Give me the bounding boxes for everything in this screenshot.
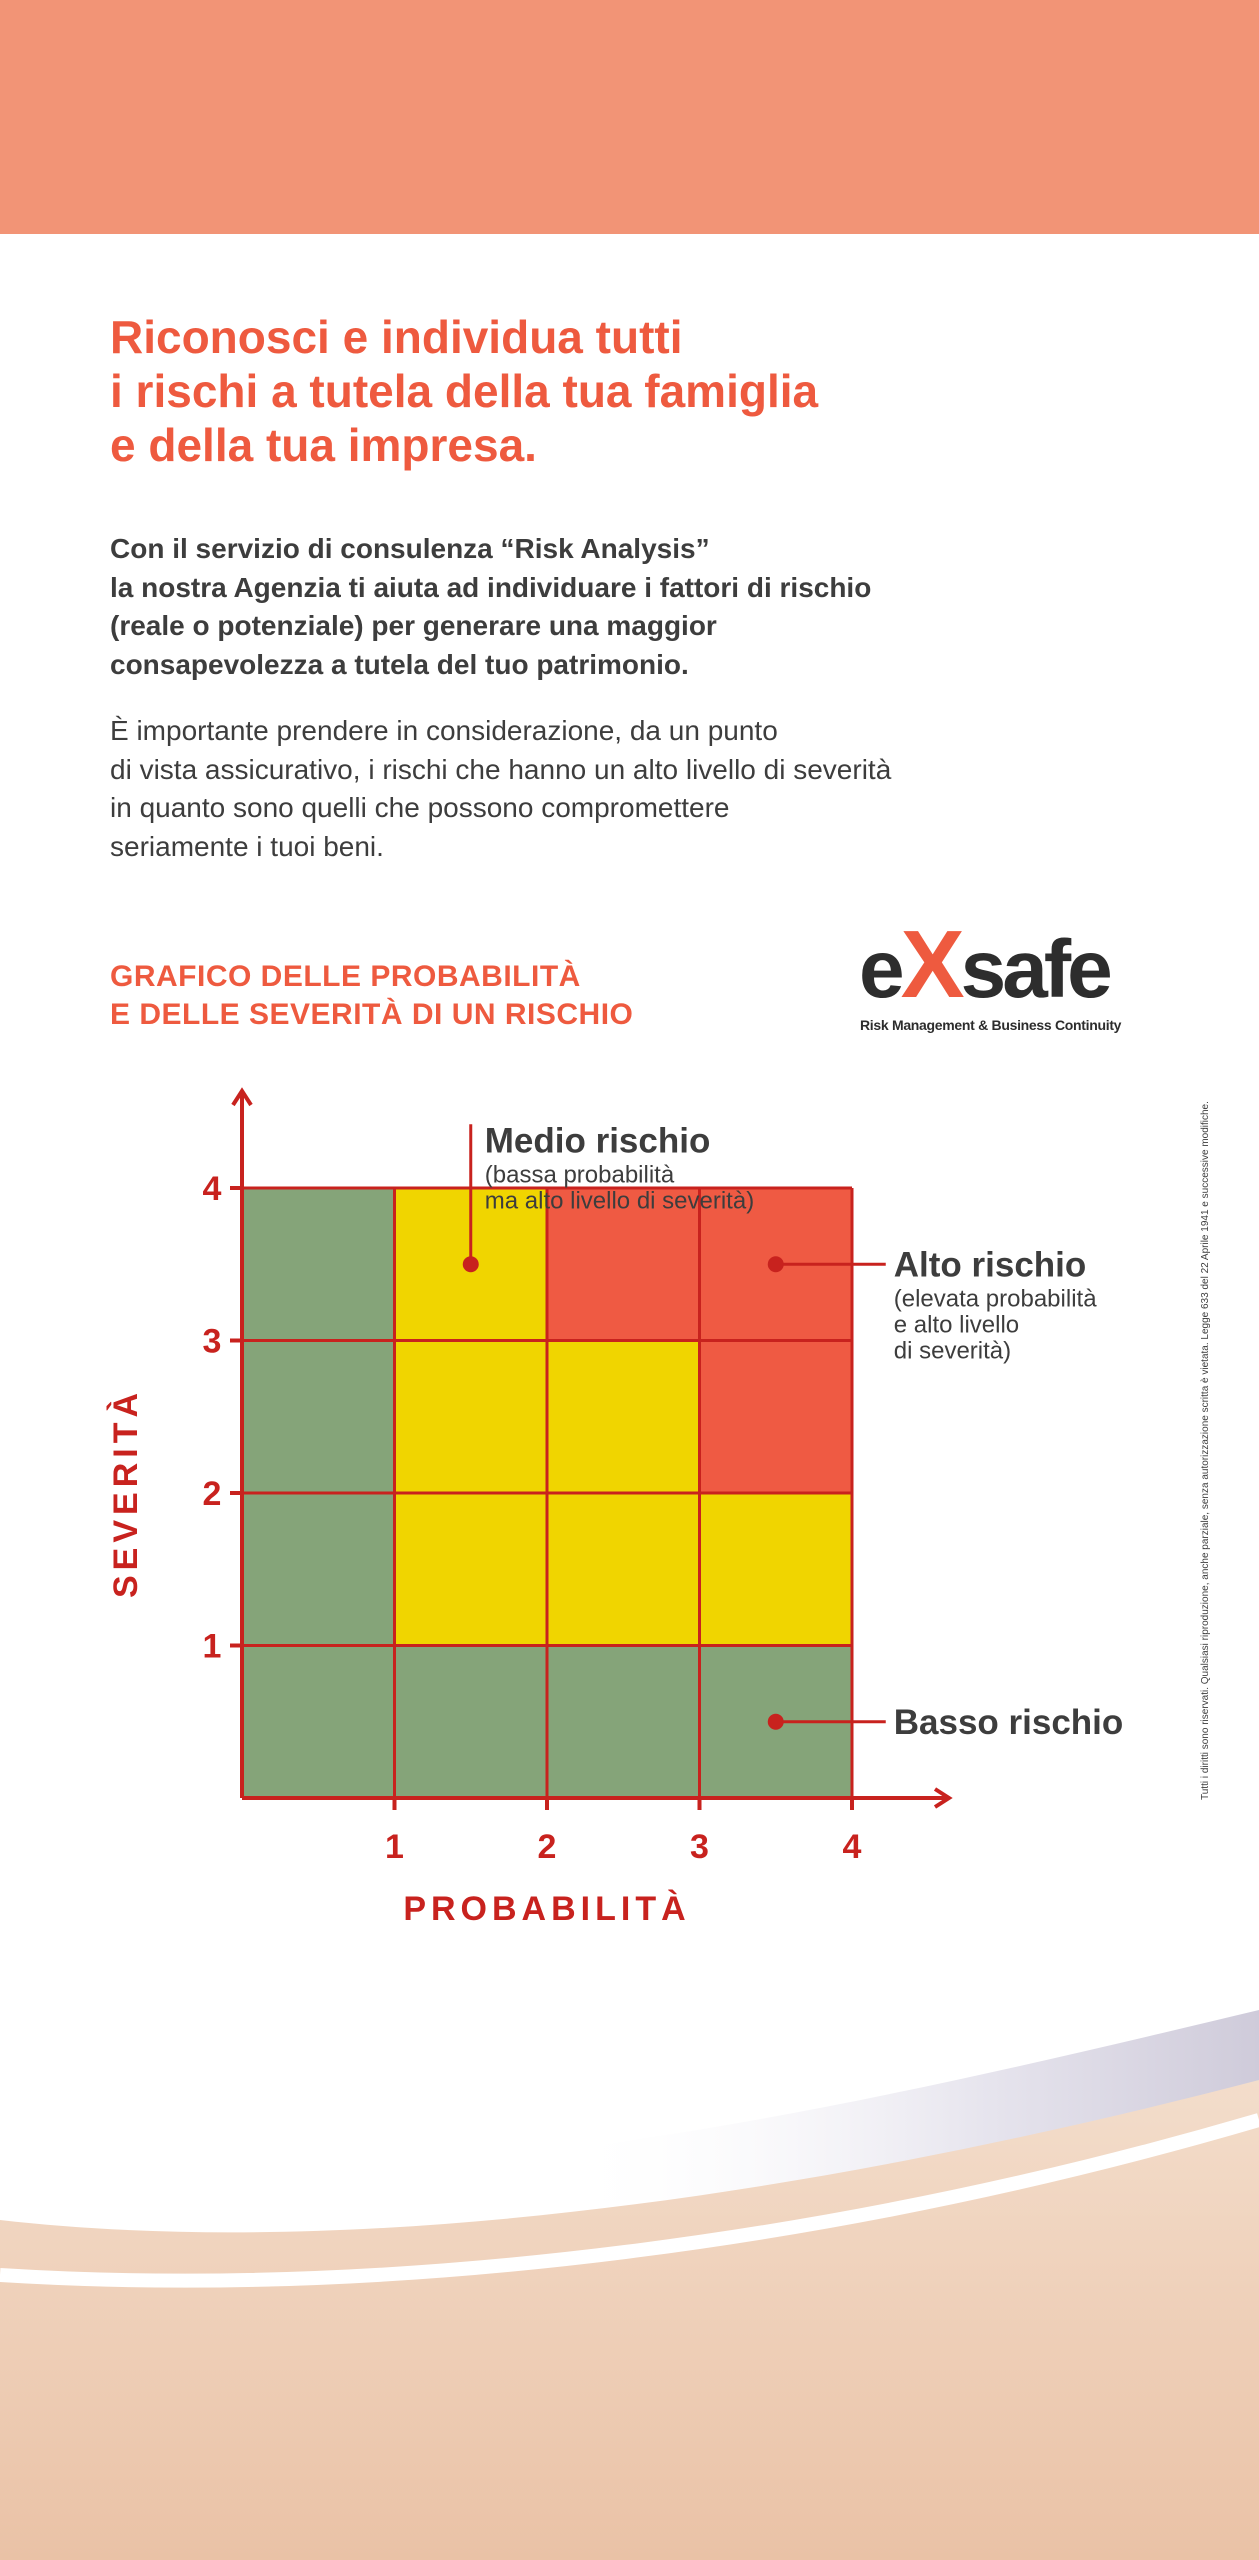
intro-line: in quanto sono quelli che possono compromettere <box>110 792 730 823</box>
risk-cell-high <box>700 1341 853 1494</box>
logo-word-end: safe <box>960 924 1109 1015</box>
intro-line: di vista assicurativo, i rischi che hanno un alto livello di severità <box>110 753 892 785</box>
x-tick-label: 1 <box>385 1828 404 1866</box>
legal-note: Tutti i diritti sono riservati. Qualsiasi riproduzione, anche parziale, senza autorizzazione scritta è vietata. Legge 633 del 22 Aprile 1941 e successive modifiche. <box>1200 1101 1211 1800</box>
annotation-line: ma alto livello di severità) <box>484 1187 755 1215</box>
chart-title-line: E DELLE SEVERITÀ DI UN RISCHIO <box>110 998 634 1031</box>
logo-subtitle: Risk Management & Business Continuity <box>860 1017 1122 1033</box>
annotation-title: Basso rischio <box>893 1702 1124 1742</box>
risk-cell-medium <box>547 1341 700 1494</box>
y-tick-label: 1 <box>202 1627 222 1666</box>
intro-line: È importante prendere in considerazione, da un punto <box>110 715 778 746</box>
risk-cell-low <box>242 1493 395 1646</box>
annotation-title: Alto rischio <box>893 1245 1087 1285</box>
heading-line: i rischi a tutela della tua famiglia <box>110 365 819 417</box>
heading-line: e della tua impresa. <box>110 419 537 471</box>
x-tick-label: 3 <box>690 1828 709 1866</box>
risk-cell-low <box>547 1646 700 1799</box>
risk-cell-low <box>242 1188 395 1341</box>
x-tick-label: 4 <box>842 1828 862 1866</box>
risk-cell-low <box>242 1341 395 1494</box>
logo-word-x: X <box>900 911 961 1018</box>
intro-bold-line: (reale o potenziale) per generare una maggior <box>110 610 717 641</box>
intro-bold-line: consapevolezza a tutela del tuo patrimonio. <box>110 648 689 680</box>
x-axis-title: PROBABILITÀ <box>403 1890 691 1928</box>
heading-line: Riconosci e individua tutti <box>110 311 683 363</box>
logo-word-start: e <box>859 924 901 1015</box>
risk-cell-medium <box>700 1493 853 1646</box>
risk-cell-medium <box>395 1493 548 1646</box>
risk-cell-medium <box>547 1493 700 1646</box>
annotation-line: (elevata probabilità <box>893 1285 1097 1313</box>
annotation-line: (bassa probabilità <box>484 1161 675 1189</box>
intro-bold-line: Con il servizio di consulenza “Risk Analysis” <box>110 533 710 564</box>
y-axis-title: SEVERITÀ <box>107 1387 145 1599</box>
chart-title-line: GRAFICO DELLE PROBABILITÀ <box>110 960 581 993</box>
x-tick-label: 2 <box>537 1828 557 1866</box>
desert-background <box>0 2010 1259 2560</box>
intro-line: seriamente i tuoi beni. <box>110 830 384 862</box>
intro-bold-line: la nostra Agenzia ti aiuta ad individuare i fattori di rischio <box>110 571 872 603</box>
y-tick-label: 4 <box>202 1170 222 1208</box>
annotation-line: e alto livello <box>893 1311 1020 1339</box>
risk-cell-low <box>242 1646 395 1799</box>
risk-cell-medium <box>395 1341 548 1494</box>
risk-cell-low <box>395 1646 548 1799</box>
y-tick-label: 3 <box>202 1322 222 1361</box>
annotation-title: Medio rischio <box>484 1121 711 1161</box>
annotation-line: di severità) <box>893 1337 1012 1365</box>
y-tick-label: 2 <box>202 1475 222 1513</box>
